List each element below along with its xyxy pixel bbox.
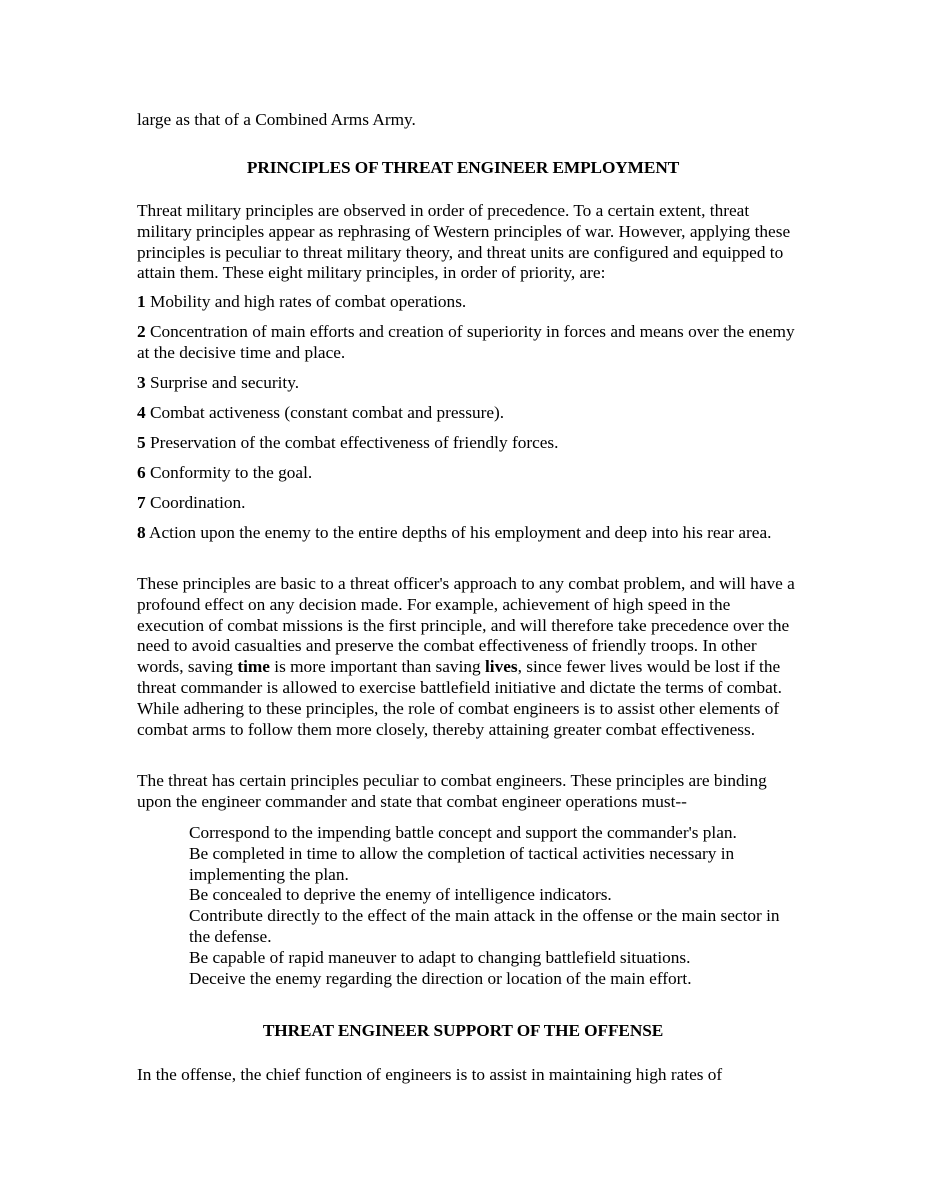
principle-text: Conformity to the goal. (149, 463, 313, 482)
principle-text: Action upon the enemy to the entire depths of his employment and deep into his rear area. (149, 523, 772, 542)
principle-number: 1 (137, 292, 146, 311)
principle-item (137, 322, 797, 364)
engineer-principles-list (189, 823, 789, 989)
offense-intro-paragraph: In the offense, the chief function of engineers is to assist in maintaining high rates of (137, 1065, 723, 1084)
principle-text: Mobility and high rates of combat operations. (149, 292, 467, 311)
discussion-text: , since fewer lives would be lost if the threat commander is allowed to exercise battlefield initiative and dictate the terms of combat. While adhering to these principles, the role of combat engineers is to assist other elements of combat arms to follow them more closely, thereby attaining greater combat effectiveness. (137, 657, 782, 739)
section-heading-offense: THREAT ENGINEER SUPPORT OF THE OFFENSE (262, 1021, 664, 1040)
principle-item (137, 373, 797, 394)
list-item: Correspond to the impending battle concept and support the commander's plan. (189, 823, 737, 842)
list-item: Be concealed to deprive the enemy of intelligence indicators. (189, 885, 612, 905)
principle-text: Surprise and security. (149, 373, 300, 392)
discussion-text: is more important than saving (269, 657, 485, 677)
principle-text: Concentration of main efforts and creation of superiority in forces and means over the enemy at the decisive time and place. (137, 322, 795, 362)
principle-text: Coordination. (149, 493, 246, 512)
list-item: Be completed in time to allow the completion of tactical activities necessary in implementing the plan. (189, 843, 735, 884)
opening-line: large as that of a Combined Arms Army. (137, 110, 416, 129)
engineer-principles-intro: The threat has certain principles peculiar to combat engineers. These principles are binding upon the engineer commander and state that combat engineer operations must-- (137, 771, 767, 811)
principle-item (137, 523, 797, 544)
principle-number: 2 (137, 322, 146, 341)
emphasis-lives: lives (484, 657, 518, 677)
list-item: Contribute directly to the effect of the main attack in the offense or the main sector in the defense. (189, 906, 780, 946)
list-item: Be capable of rapid maneuver to adapt to changing battlefield situations. (189, 947, 691, 967)
principle-number: 4 (137, 403, 146, 422)
principle-number: 6 (137, 463, 146, 482)
principle-number: 3 (137, 373, 146, 392)
principle-item (137, 433, 797, 454)
principle-item (137, 493, 797, 514)
list-item: Deceive the enemy regarding the direction or location of the main effort. (189, 968, 692, 988)
principle-text: Preservation of the combat effectiveness of friendly forces. (149, 433, 559, 452)
principle-number: 8 (137, 523, 146, 542)
emphasis-time: time (237, 657, 270, 677)
principle-item (137, 292, 797, 313)
principle-number: 7 (137, 493, 146, 512)
principle-text: Combat activeness (constant combat and pressure). (149, 403, 505, 422)
principle-number: 5 (137, 433, 146, 452)
section-heading-principles: PRINCIPLES OF THREAT ENGINEER EMPLOYMENT (246, 158, 680, 177)
principle-item (137, 463, 797, 484)
principle-item (137, 403, 797, 424)
principles-intro-paragraph: Threat military principles are observed in order of precedence. To a certain extent, threat military principles appear as rephrasing of Western principles of war. However, applying these principles is peculiar to threat military theory, and threat units are configured and equipped to attain them. These eight military principles, in order of priority, are: (137, 201, 791, 283)
discussion-text: These principles are basic to a threat officer's approach to any combat problem, and will have a profound effect on any decision made. For example, achievement of high speed in the execution of combat missions is the first principle, and will therefore take precedence over the need to avoid casualties and preserve the combat effectiveness of friendly troops. In other words, saving (137, 574, 795, 677)
discussion-paragraph (137, 574, 797, 740)
